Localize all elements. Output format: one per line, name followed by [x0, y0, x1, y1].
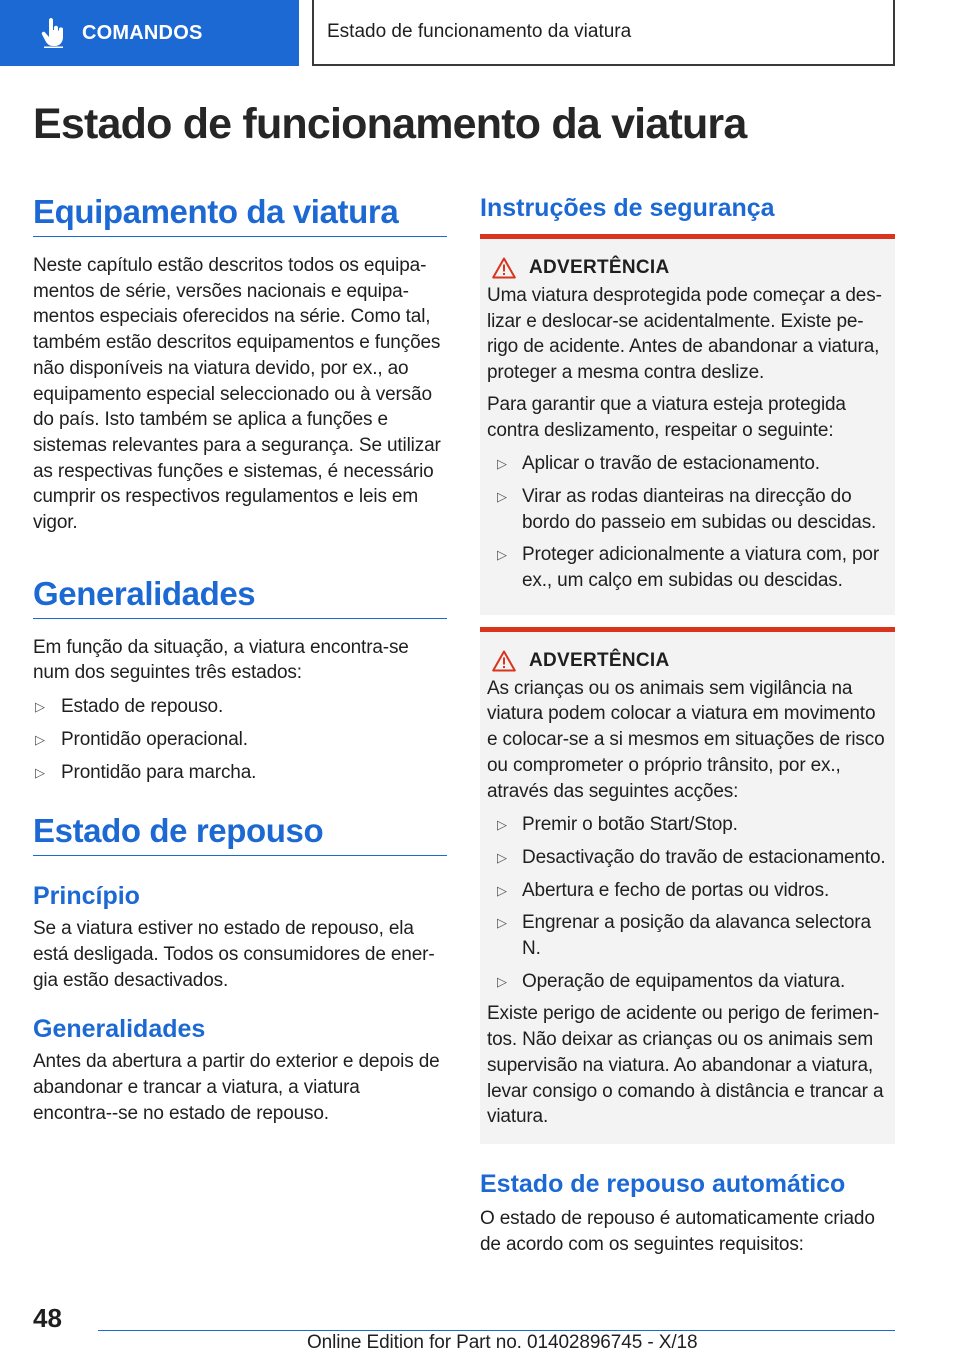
warning-text: Para garantir que a viatura esteja protegida contra deslizamento, respeitar o seguinte: — [487, 393, 846, 441]
list-item: ▷ Prontidão para marcha. — [33, 760, 447, 786]
warning-triangle-icon — [492, 257, 516, 279]
rest-state-heading: Estado de repouso — [33, 809, 447, 856]
section-label: COMANDOS — [82, 21, 203, 44]
triangle-bullet-icon: ▷ — [35, 699, 45, 715]
auto-rest-text: O estado de repouso é automaticamente criado de acordo com os seguintes requisitos: — [480, 1207, 875, 1255]
list-item: ▷ Desactivação do travão de estacionamento. — [487, 845, 887, 871]
list-item: ▷ Engrenar a posição da alavanca selectora N. — [497, 912, 871, 960]
warning-text: Existe perigo de acidente ou perigo de ferimentos. Não deixar as crianças ou os animais sem supervisão na viatura. Ao abandonar a viatura, levar consigo o comando à distância e trancar a viatura. — [487, 1003, 884, 1128]
auto-rest-heading: Estado de repouso automático — [480, 1169, 846, 1198]
warning-list — [487, 812, 887, 994]
page-number: 48 — [33, 1303, 62, 1333]
triangle-bullet-icon: ▷ — [497, 456, 507, 472]
warning-header — [487, 650, 887, 672]
hand-pointer-icon — [40, 18, 66, 48]
warning-box — [480, 627, 895, 1144]
list-item: ▷ Operação de equipamentos da viatura. — [487, 969, 887, 995]
warning-text: As crianças ou os animais sem vigilância na viatura podem colocar a viatura em movimento e colocar-se a si mesmos em situações de risco ou comprometer o próprio trânsito, por ex., através das seguintes acções: — [487, 677, 885, 802]
warning-box — [480, 234, 895, 615]
rest-general-heading: Generalidades — [33, 1015, 206, 1044]
triangle-bullet-icon: ▷ — [497, 915, 507, 931]
section-tab — [0, 0, 299, 66]
right-column — [480, 190, 895, 1257]
warning-label: ADVERTÊNCIA — [529, 257, 670, 278]
equipment-text: Neste capítulo estão descritos todos os equipamentos de série, versões nacionais e equipamentos especiais oferecidos na série. Como tal, também estão descritos equipamentos e funções não disponíveis na viatura devido, por ex., ao equipamento especial seleccionado ou à versão do país. Isto também se aplica a funções e sistemas relevantes para a segurança. Se utilizar as respectivas funções e sistemas, é necessário cumprir os respectivos regulamentos e leis em vigor. — [33, 255, 441, 534]
general-heading: Generalidades — [33, 572, 447, 619]
warning-list — [487, 451, 887, 594]
triangle-bullet-icon: ▷ — [497, 547, 507, 563]
triangle-bullet-icon: ▷ — [497, 973, 507, 989]
warning-header — [487, 257, 887, 279]
warning-label: ADVERTÊNCIA — [529, 649, 670, 671]
general-text: Em função da situação, a viatura encontra-se num dos seguintes três estados: — [33, 636, 409, 684]
triangle-bullet-icon: ▷ — [497, 849, 507, 865]
footer-edition: Online Edition for Part no. 01402896745 - X/18 — [307, 1332, 698, 1353]
footer-divider — [98, 1330, 895, 1331]
triangle-bullet-icon: ▷ — [497, 882, 507, 898]
rest-general-text: Antes da abertura a partir do exterior e depois de abandonar e trancar a viatura, a viatura encontra--se no estado de repouso. — [33, 1051, 440, 1124]
list-item: ▷ Abertura e fecho de portas ou vidros. — [487, 878, 887, 904]
list-item: ▷ Estado de repouso. — [33, 694, 447, 720]
list-item: ▷ Virar as rodas dianteiras na direcção do bordo do passeio em subidas ou descidas. — [497, 485, 877, 533]
principle-text: Se a viatura estiver no estado de repouso, ela está desligada. Todos os consumidores de energia estão desactivados. — [33, 918, 435, 991]
chapter-title: Estado de funcionamento da viatura — [327, 21, 632, 42]
list-item: ▷ Prontidão operacional. — [33, 727, 447, 753]
chapter-title-box — [312, 0, 895, 66]
list-item: ▷ Aplicar o travão de estacionamento. — [487, 451, 887, 477]
safety-heading: Instruções de segurança — [480, 194, 775, 222]
state-list — [33, 694, 447, 785]
triangle-bullet-icon: ▷ — [35, 764, 45, 780]
triangle-bullet-icon: ▷ — [497, 488, 507, 504]
list-item: ▷ Premir o botão Start/Stop. — [487, 812, 887, 838]
principle-heading: Princípio — [33, 882, 140, 911]
warning-text: Uma viatura desprotegida pode começar a deslizar e deslocar-se acidentalmente. Existe perigo de acidente. Antes de abandonar a viatura, proteger a mesma contra deslize. — [487, 285, 882, 384]
list-item: ▷ Proteger adicionalmente a viatura com, por ex., um calço em subidas ou descidas. — [497, 544, 880, 592]
equipment-heading: Equipamento da viatura — [33, 190, 447, 237]
triangle-bullet-icon: ▷ — [497, 817, 507, 833]
warning-triangle-icon — [492, 650, 516, 672]
triangle-bullet-icon: ▷ — [35, 731, 45, 747]
left-column — [33, 190, 447, 1126]
page-title: Estado de funcionamento da viatura — [33, 100, 747, 148]
